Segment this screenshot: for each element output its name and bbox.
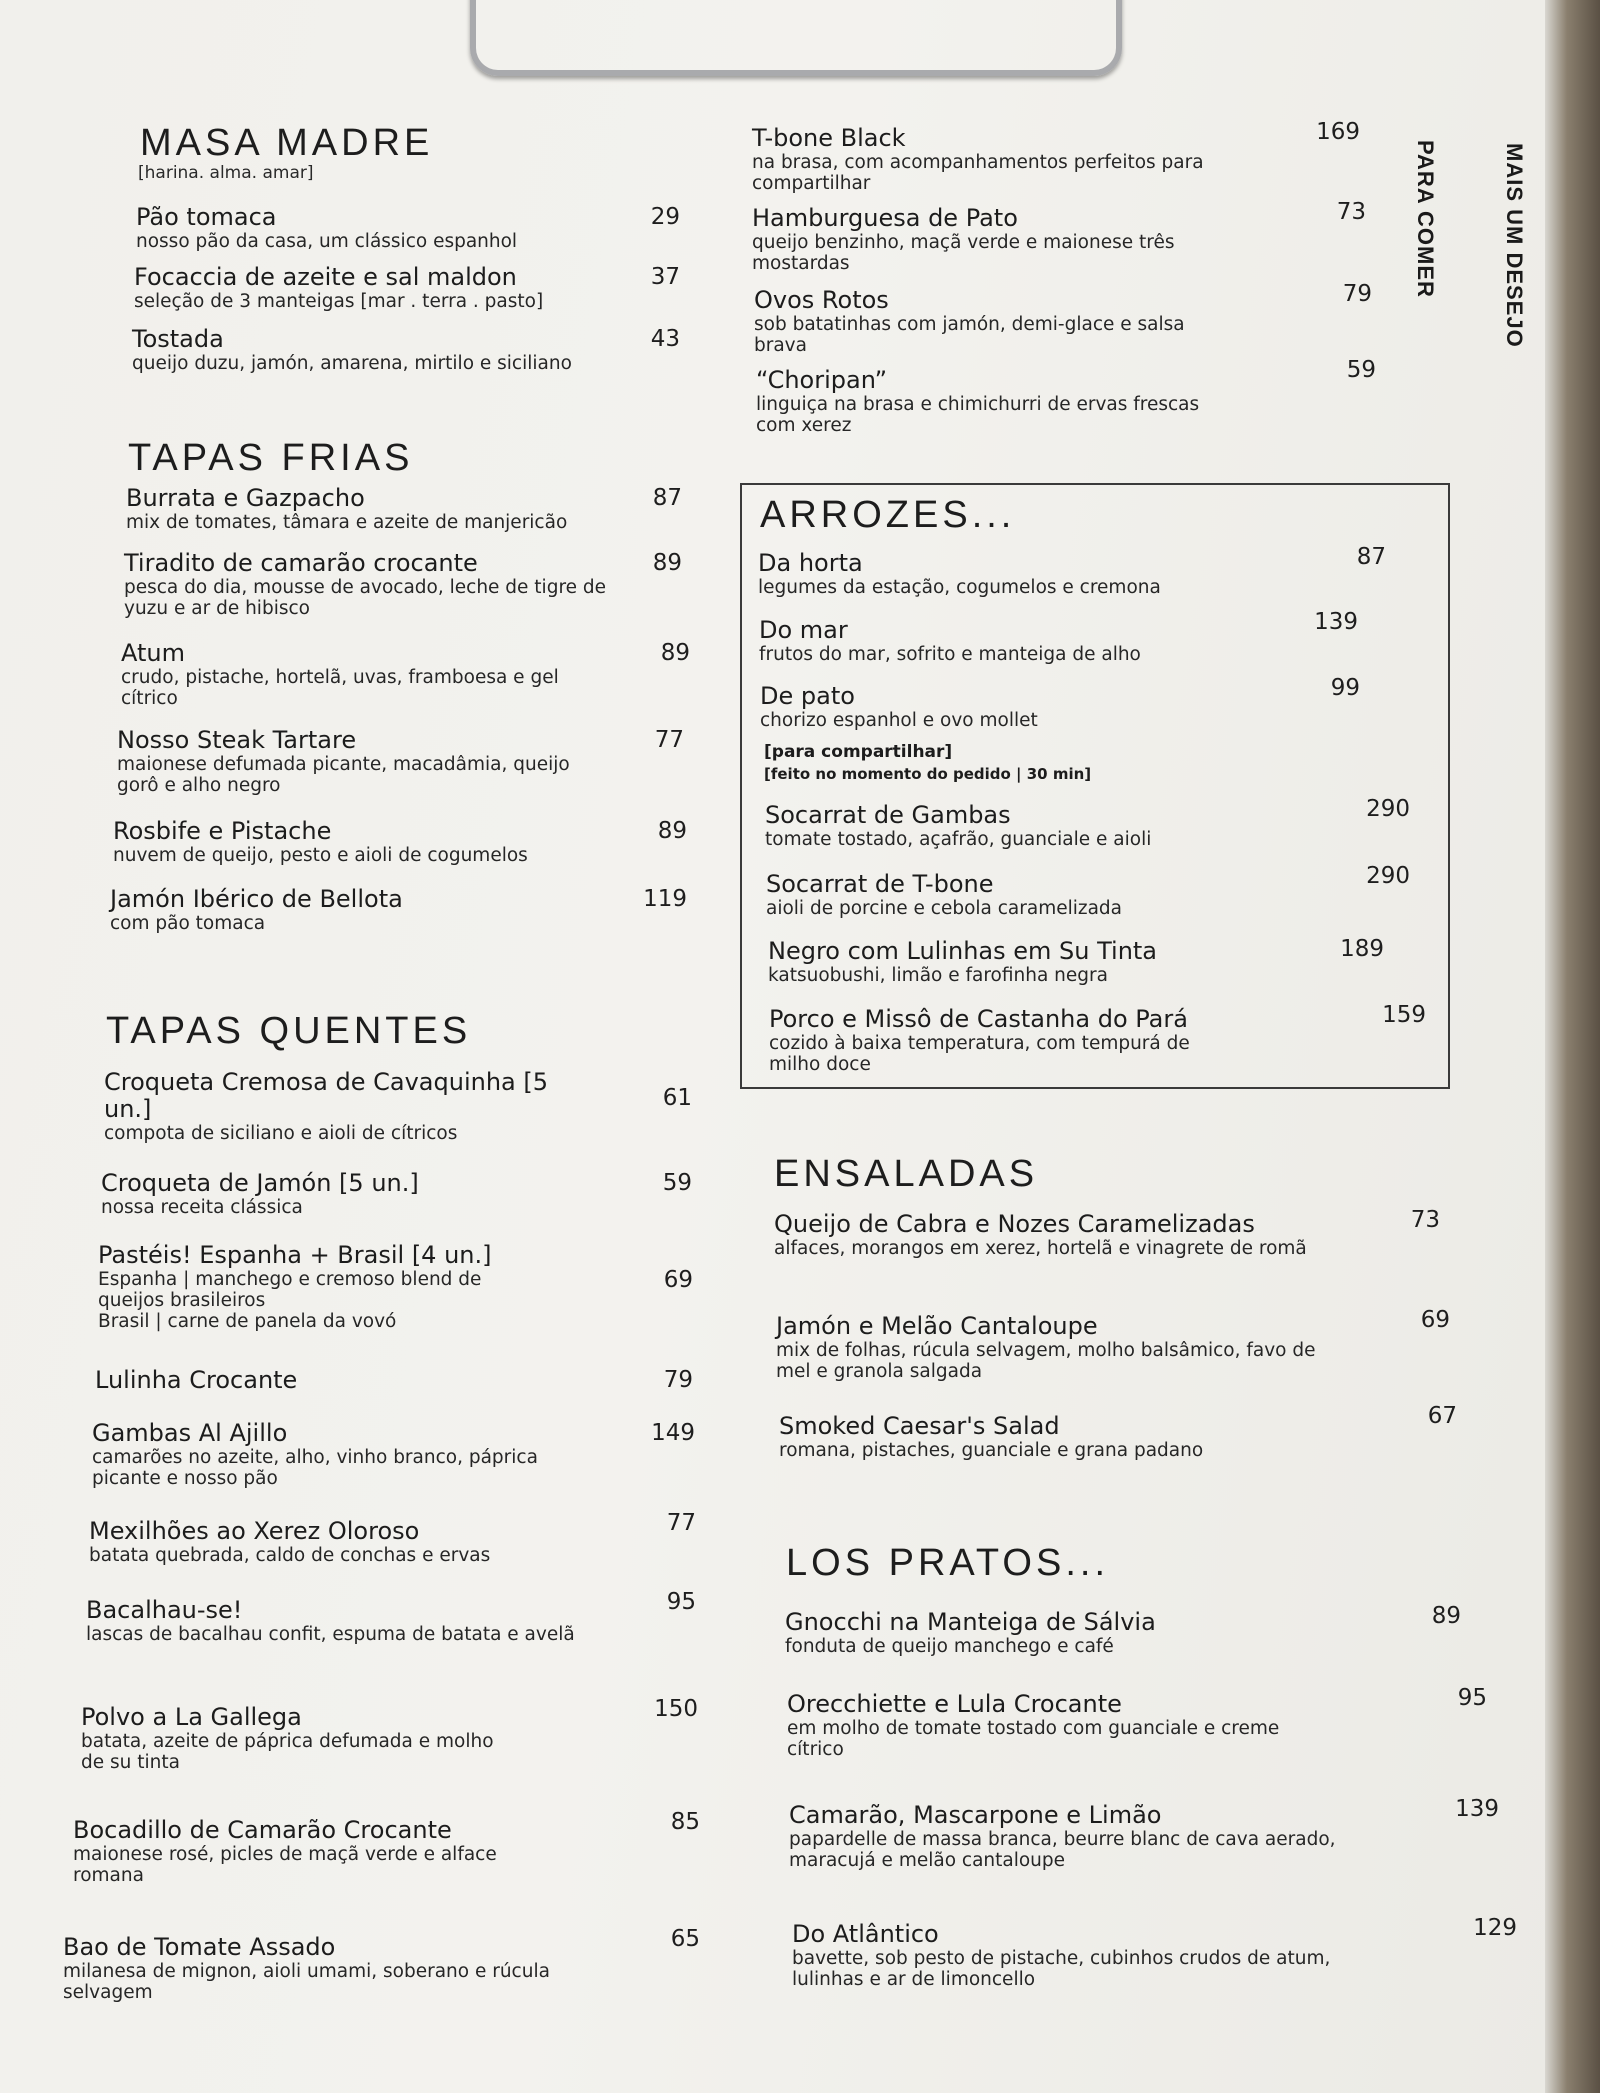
item-desc: Brasil | carne de panela da vovó [98, 1311, 397, 1332]
menu-item [787, 1685, 1487, 1760]
page-edge [1545, 0, 1600, 2093]
item-price: 43 [650, 326, 680, 352]
side-label-mais-um-desejo: MAIS UM DESEJO [1502, 143, 1527, 348]
item-name: Camarão, Mascarpone e Limão [789, 1801, 1162, 1829]
item-desc: sob batatinhas com jamón, demi-glace e salsa brava [754, 314, 1185, 356]
item-price: 89 [660, 640, 690, 666]
item-price: 59 [1346, 357, 1376, 383]
menu-item [752, 199, 1366, 274]
menu-item [92, 1420, 695, 1489]
menu-item [766, 863, 1410, 919]
item-desc: fonduta de queijo manchego e café [785, 1636, 1114, 1657]
item-price: 61 [662, 1085, 692, 1111]
item-price: 89 [1431, 1603, 1461, 1629]
item-name: Negro com Lulinhas em Su Tinta [768, 937, 1158, 965]
item-desc: Espanha | manchego e cremoso blend de queijos brasileiros [98, 1269, 482, 1311]
menu-item [113, 818, 687, 866]
item-name: Ovos Rotos [754, 286, 889, 314]
item-name: Jamón e Melão Cantaloupe [776, 1312, 1098, 1340]
menu-item [86, 1589, 696, 1645]
item-name: Do mar [759, 616, 848, 644]
item-desc: legumes da estação, cogumelos e cremona [758, 577, 1161, 598]
item-price: 99 [1330, 675, 1360, 701]
menu-item [779, 1403, 1457, 1461]
item-price: 79 [1342, 281, 1372, 307]
menu-item [104, 1069, 692, 1144]
item-name: Da horta [758, 549, 863, 577]
menu-item [758, 544, 1386, 598]
item-price: 169 [1316, 119, 1360, 145]
item-name: Socarrat de T-bone [766, 870, 994, 898]
item-desc: katsuobushi, limão e farofinha negra [768, 965, 1108, 986]
item-name: Rosbife e Pistache [113, 817, 332, 845]
menu-item [776, 1307, 1450, 1382]
item-desc: camarões no azeite, alho, vinho branco, páprica picante e nosso pão [92, 1447, 538, 1489]
item-name: Jamón Ibérico de Bellota [110, 885, 403, 913]
item-desc: chorizo espanhol e ovo mollet [760, 710, 1038, 731]
item-name: Burrata e Gazpacho [126, 484, 365, 512]
item-price: 77 [666, 1510, 696, 1536]
item-price: 69 [663, 1267, 693, 1293]
item-name: Orecchiette e Lula Crocante [787, 1690, 1122, 1718]
clipboard-clip-icon [470, 0, 1122, 76]
section-title-los-pratos: LOS PRATOS... [786, 1542, 1110, 1584]
item-price: 95 [666, 1589, 696, 1615]
section-subtitle-masa-madre: [harina. alma. amar] [138, 163, 314, 183]
menu-item [124, 550, 682, 619]
item-desc: com pão tomaca [110, 913, 266, 934]
item-desc: pesca do dia, mousse de avocado, leche de tigre de yuzu e ar de hibisco [124, 577, 607, 619]
item-desc: lascas de bacalhau confit, espuma de batata e avelã [86, 1624, 575, 1645]
section-title-arrozes: ARROZES... [760, 494, 1016, 536]
item-desc: nosso pão da casa, um clássico espanhol [136, 231, 518, 252]
menu-item [759, 609, 1358, 665]
side-label-para-comer: PARA COMER [1413, 140, 1438, 298]
item-name: Croqueta Cremosa de Cavaquinha [5 un.] [104, 1068, 549, 1123]
share-note: [para compartilhar] [764, 742, 953, 762]
item-name: Smoked Caesar's Salad [779, 1412, 1060, 1440]
item-price: 139 [1455, 1796, 1499, 1822]
menu-item [117, 727, 684, 796]
item-desc: batata quebrada, caldo de conchas e ervas [89, 1545, 491, 1566]
item-name: “Choripan” [756, 366, 888, 394]
item-desc: linguiça na brasa e chimichurri de ervas frescas com xerez [756, 394, 1200, 436]
menu-item [765, 796, 1410, 850]
item-desc: nossa receita clássica [101, 1197, 303, 1218]
menu-item [768, 938, 1384, 986]
arrozes-share-note [764, 741, 1091, 785]
item-desc: bavette, sob pesto de pistache, cubinhos crudos de atum, lulinhas e ar de limoncello [792, 1948, 1331, 1990]
item-desc: romana, pistaches, guanciale e grana padano [779, 1440, 1204, 1461]
item-desc: papardelle de massa branca, beurre blanc de cava aerado, maracujá e melão cantaloupe [789, 1829, 1336, 1871]
item-price: 189 [1340, 936, 1384, 962]
item-desc: compota de siciliano e aioli de cítricos [104, 1123, 458, 1144]
menu-item [126, 485, 682, 533]
item-name: Do Atlântico [792, 1920, 939, 1948]
item-name: Lulinha Crocante [95, 1366, 298, 1394]
item-desc: milanesa de mignon, aioli umami, soberano e rúcula selvagem [63, 1961, 550, 2003]
section-title-ensaladas: ENSALADAS [774, 1153, 1039, 1195]
item-name: De pato [760, 682, 855, 710]
item-desc: queijo benzinho, maçã verde e maionese três mostardas [752, 232, 1175, 274]
item-price: 79 [663, 1367, 693, 1393]
share-note-time: [feito no momento do pedido | 30 min] [764, 765, 1092, 783]
item-price: 89 [652, 550, 682, 576]
menu-item [136, 204, 680, 252]
item-name: Pão tomaca [136, 203, 277, 231]
menu-item [101, 1170, 692, 1218]
item-name: T-bone Black [752, 124, 906, 152]
item-price: 87 [1356, 544, 1386, 570]
menu-item [756, 357, 1376, 436]
item-name: Gnocchi na Manteiga de Sálvia [785, 1608, 1156, 1636]
item-name: Polvo a La Gallega [81, 1703, 302, 1731]
item-name: Focaccia de azeite e sal maldon [134, 263, 517, 291]
item-price: 77 [654, 727, 684, 753]
item-desc: frutos do mar, sofrito e manteiga de alho [759, 644, 1141, 665]
item-desc: maionese defumada picante, macadâmia, queijo gorô e alho negro [117, 754, 570, 796]
menu-item [95, 1367, 693, 1394]
item-name: Bao de Tomate Assado [63, 1933, 336, 1961]
menu-item [752, 119, 1360, 194]
menu-item [132, 326, 680, 374]
menu-item [785, 1603, 1461, 1657]
item-name: Gambas Al Ajillo [92, 1419, 288, 1447]
item-name: Queijo de Cabra e Nozes Caramelizadas [774, 1210, 1255, 1238]
item-price: 73 [1410, 1207, 1440, 1233]
item-desc: queijo duzu, jamón, amarena, mirtilo e siciliano [132, 353, 572, 374]
menu-item [769, 1002, 1426, 1075]
item-desc: tomate tostado, açafrão, guanciale e aioli [765, 829, 1152, 850]
item-name: Atum [121, 639, 185, 667]
menu-item [774, 1207, 1440, 1259]
item-price: 119 [643, 886, 687, 912]
item-name: Socarrat de Gambas [765, 801, 1011, 829]
menu-item [81, 1696, 698, 1773]
item-price: 139 [1314, 609, 1358, 635]
menu-item [134, 264, 680, 312]
item-desc: seleção de 3 manteigas [mar . terra . pasto] [134, 291, 544, 312]
item-price: 59 [662, 1170, 692, 1196]
item-name: Croqueta de Jamón [5 un.] [101, 1169, 419, 1197]
item-desc: mix de tomates, tâmara e azeite de manjericão [126, 512, 568, 533]
item-price: 69 [1420, 1307, 1450, 1333]
item-desc: maionese rosé, picles de maçã verde e alface romana [73, 1844, 497, 1886]
menu-item [89, 1510, 696, 1566]
item-name: Porco e Missô de Castanha do Pará [769, 1005, 1188, 1033]
menu-item [110, 886, 687, 934]
section-title-tapas-frias: TAPAS FRIAS [128, 437, 414, 479]
item-desc: alfaces, morangos em xerez, hortelã e vinagrete de romã [774, 1238, 1307, 1259]
item-desc: batata, azeite de páprica defumada e molho de su tinta [81, 1731, 494, 1773]
menu-item [121, 640, 690, 709]
menu-item [760, 675, 1360, 731]
item-name: Bacalhau-se! [86, 1596, 243, 1624]
item-desc: mix de folhas, rúcula selvagem, molho balsâmico, favo de mel e granola salgada [776, 1340, 1316, 1382]
item-price: 37 [650, 264, 680, 290]
item-price: 85 [670, 1809, 700, 1835]
item-price: 149 [651, 1420, 695, 1446]
item-price: 29 [650, 204, 680, 230]
item-price: 73 [1336, 199, 1366, 225]
menu-item [792, 1915, 1517, 1990]
item-price: 129 [1473, 1915, 1517, 1941]
menu-item [73, 1809, 700, 1886]
section-title-masa-madre: MASA MADRE [140, 122, 434, 164]
item-price: 87 [652, 485, 682, 511]
item-name: Mexilhões ao Xerez Oloroso [89, 1517, 420, 1545]
item-name: Tostada [132, 325, 224, 353]
item-price: 95 [1457, 1685, 1487, 1711]
menu-item [98, 1242, 693, 1332]
item-name: Bocadillo de Camarão Crocante [73, 1816, 452, 1844]
item-price: 290 [1366, 796, 1410, 822]
item-name: Tiradito de camarão crocante [124, 549, 478, 577]
menu-item [789, 1796, 1499, 1871]
menu-item [754, 281, 1372, 356]
item-price: 159 [1382, 1002, 1426, 1028]
item-price: 67 [1427, 1403, 1457, 1429]
item-price: 65 [670, 1926, 700, 1952]
item-desc: em molho de tomate tostado com guanciale e creme cítrico [787, 1718, 1280, 1760]
item-price: 290 [1366, 863, 1410, 889]
item-desc: na brasa, com acompanhamentos perfeitos para compartilhar [752, 152, 1204, 194]
item-desc: crudo, pistache, hortelã, uvas, framboesa e gel cítrico [121, 667, 559, 709]
item-name: Pastéis! Espanha + Brasil [4 un.] [98, 1241, 492, 1269]
item-desc: cozido à baixa temperatura, com tempurá de milho doce [769, 1033, 1190, 1075]
item-desc: nuvem de queijo, pesto e aioli de cogumelos [113, 845, 528, 866]
section-title-tapas-quentes: TAPAS QUENTES [106, 1010, 472, 1052]
item-name: Nosso Steak Tartare [117, 726, 357, 754]
menu-item [63, 1926, 700, 2003]
item-price: 89 [657, 818, 687, 844]
item-name: Hamburguesa de Pato [752, 204, 1018, 232]
item-price: 150 [654, 1696, 698, 1722]
item-desc: aioli de porcine e cebola caramelizada [766, 898, 1123, 919]
